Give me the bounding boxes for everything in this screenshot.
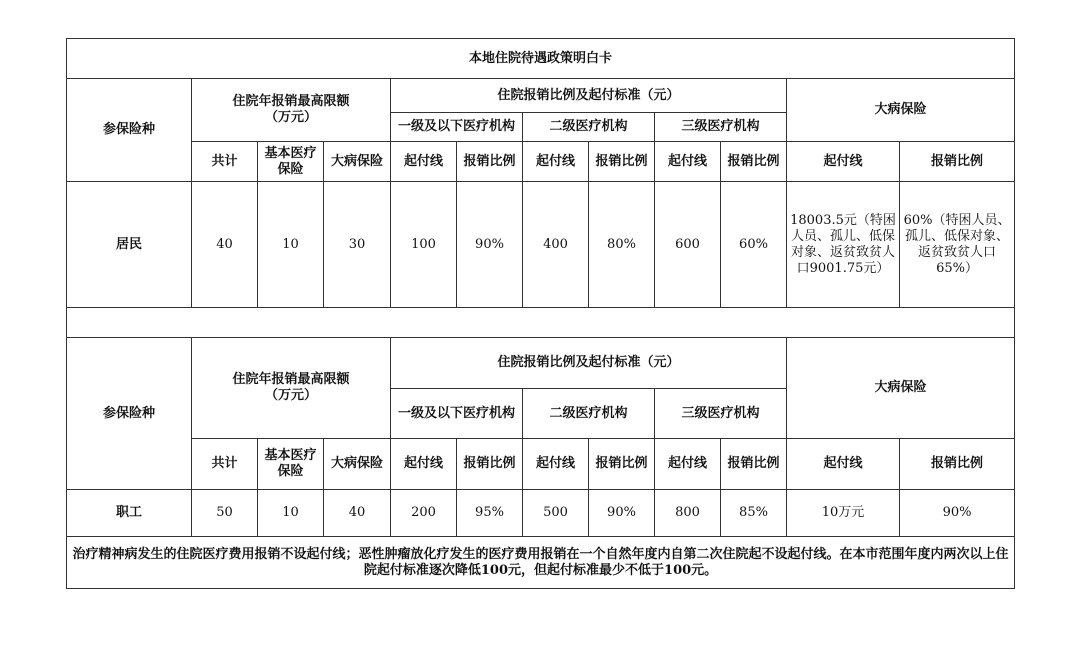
resident-l2-ratio: 80%	[589, 182, 655, 308]
resident-critical-threshold: 18003.5元（特困人员、孤儿、低保对象、返贫致贫人口9001.75元）	[787, 182, 900, 308]
l1-threshold-header: 起付线	[391, 439, 457, 490]
basic-medical-header: 基本医疗保险	[258, 439, 324, 490]
resident-l3-ratio: 60%	[721, 182, 787, 308]
l3-threshold-header: 起付线	[655, 142, 721, 182]
resident-l2-threshold: 400	[523, 182, 589, 308]
level3-header: 三级医疗机构	[655, 113, 787, 142]
employee-name: 职工	[67, 490, 192, 537]
page-title: 本地住院待遇政策明白卡	[67, 39, 1015, 79]
level3-header: 三级医疗机构	[655, 389, 787, 439]
employee-l1-threshold: 200	[391, 490, 457, 537]
employee-critical: 40	[324, 490, 391, 537]
critical-header: 大病保险	[324, 142, 391, 182]
l1-threshold-header: 起付线	[391, 142, 457, 182]
resident-total: 40	[192, 182, 258, 308]
level1-header: 一级及以下医疗机构	[391, 389, 523, 439]
critical-insurance-header: 大病保险	[787, 338, 1015, 439]
resident-basic: 10	[258, 182, 324, 308]
resident-l1-threshold: 100	[391, 182, 457, 308]
critical-threshold-header: 起付线	[787, 142, 900, 182]
level2-header: 二级医疗机构	[523, 389, 655, 439]
table-row	[67, 182, 1015, 308]
ratio-threshold-header: 住院报销比例及起付标准（元）	[391, 338, 787, 389]
insurance-type-header: 参保险种	[67, 338, 192, 490]
max-limit-header: 住院年报销最高限额（万元）	[192, 79, 391, 142]
max-limit-header: 住院年报销最高限额（万元）	[192, 338, 391, 439]
l1-ratio-header: 报销比例	[457, 142, 523, 182]
l2-threshold-header: 起付线	[523, 439, 589, 490]
ratio-threshold-header: 住院报销比例及起付标准（元）	[391, 79, 787, 113]
l3-threshold-header: 起付线	[655, 439, 721, 490]
l3-ratio-header: 报销比例	[721, 439, 787, 490]
critical-insurance-header: 大病保险	[787, 79, 1015, 142]
total-header: 共计	[192, 439, 258, 490]
l2-ratio-header: 报销比例	[589, 142, 655, 182]
resident-critical: 30	[324, 182, 391, 308]
basic-medical-header: 基本医疗保险	[258, 142, 324, 182]
policy-table	[66, 38, 1015, 589]
critical-ratio-header: 报销比例	[900, 142, 1015, 182]
insurance-type-header: 参保险种	[67, 79, 192, 182]
l2-threshold-header: 起付线	[523, 142, 589, 182]
table-row	[67, 490, 1015, 537]
critical-ratio-header: 报销比例	[900, 439, 1015, 490]
spacer-row	[67, 308, 1015, 338]
resident-l1-ratio: 90%	[457, 182, 523, 308]
l1-ratio-header: 报销比例	[457, 439, 523, 490]
resident-critical-ratio: 60%（特困人员、孤儿、低保对象、返贫致贫人口65%）	[900, 182, 1015, 308]
policy-note: 治疗精神病发生的住院医疗费用报销不设起付线；恶性肿瘤放化疗发生的医疗费用报销在一个自然年度内自第二次住院起不设起付线。在本市范围年度内两次以上住院起付标准逐次降低100元，但起付标准最少不低于100元。	[67, 537, 1015, 589]
employee-l3-threshold: 800	[655, 490, 721, 537]
employee-critical-threshold: 10万元	[787, 490, 900, 537]
l3-ratio-header: 报销比例	[721, 142, 787, 182]
employee-total: 50	[192, 490, 258, 537]
level1-header: 一级及以下医疗机构	[391, 113, 523, 142]
resident-name: 居民	[67, 182, 192, 308]
l2-ratio-header: 报销比例	[589, 439, 655, 490]
critical-threshold-header: 起付线	[787, 439, 900, 490]
employee-l1-ratio: 95%	[457, 490, 523, 537]
employee-l2-threshold: 500	[523, 490, 589, 537]
level2-header: 二级医疗机构	[523, 113, 655, 142]
total-header: 共计	[192, 142, 258, 182]
employee-critical-ratio: 90%	[900, 490, 1015, 537]
employee-l2-ratio: 90%	[589, 490, 655, 537]
employee-basic: 10	[258, 490, 324, 537]
employee-l3-ratio: 85%	[721, 490, 787, 537]
resident-l3-threshold: 600	[655, 182, 721, 308]
critical-header: 大病保险	[324, 439, 391, 490]
